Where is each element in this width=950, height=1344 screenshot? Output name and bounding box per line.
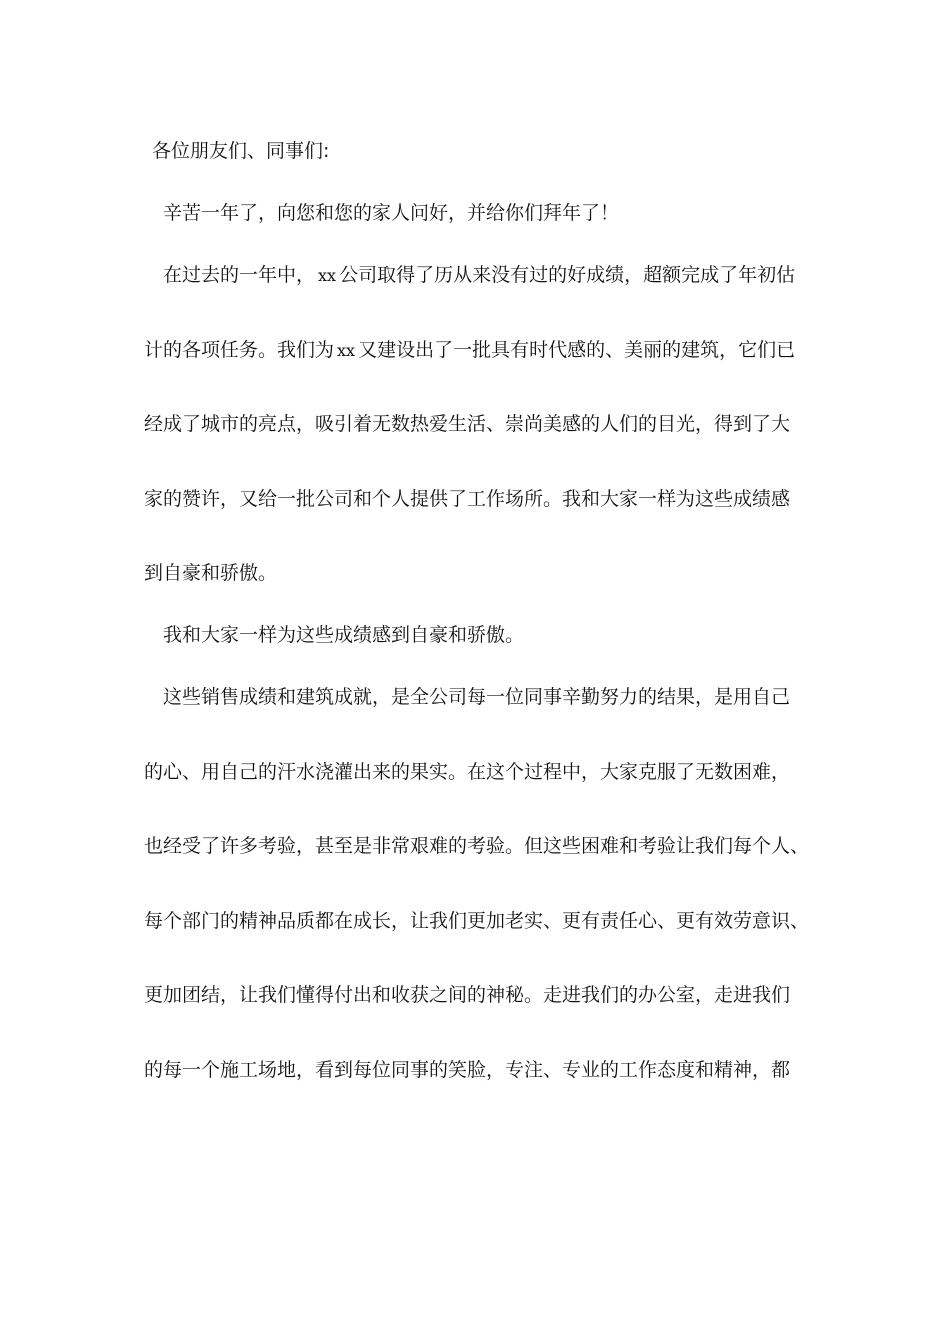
paragraph-4-line-5: 更加团结，让我们懂得付出和收获之间的神秘。走进我们的办公室，走进我们 bbox=[144, 984, 791, 1006]
paragraph-4-line-1: 这些销售成绩和建筑成就，是全公司每一位同事辛勤努力的结果，是用自己 bbox=[163, 686, 791, 708]
paragraph-2-line-2 bbox=[144, 337, 795, 363]
paragraph-2-line-5: 到自豪和骄傲。 bbox=[144, 562, 278, 584]
paragraph-4-line-3: 也经受了许多考验，甚至是非常艰难的考验。但这些困难和考验让我们每个人、 bbox=[144, 835, 810, 857]
text-segment: 公司取得了历从来没有过的好成绩，超额完成了年初估 bbox=[339, 264, 796, 286]
placeholder-xx: xx bbox=[318, 266, 337, 285]
greeting-line: 各位朋友们、同事们: bbox=[152, 140, 330, 162]
paragraph-4-line-4: 每个部门的精神品质都在成长，让我们更加老实、更有责任心、更有效劳意识、 bbox=[144, 910, 810, 932]
text-segment: 又建设出了一批具有时代感的、美丽的建筑，它们已 bbox=[358, 339, 796, 361]
text-segment: 计的各项任务。我们为 bbox=[144, 339, 335, 361]
paragraph-1-line-1: 辛苦一年了，向您和您的家人问好，并给你们拜年了！ bbox=[163, 202, 620, 224]
paragraph-4-line-2: 的心、用自己的汗水浇灌出来的果实。在这个过程中，大家克服了无数困难， bbox=[144, 761, 791, 783]
paragraph-2-line-4: 家的赞许，又给一批公司和个人提供了工作场所。我和大家一样为这些成绩感 bbox=[144, 488, 791, 510]
text-segment: 在过去的一年中， bbox=[163, 264, 316, 286]
paragraph-2-line-1 bbox=[163, 262, 795, 288]
paragraph-2-line-3: 经成了城市的亮点，吸引着无数热爱生活、崇尚美感的人们的目光，得到了大 bbox=[144, 413, 791, 435]
paragraph-4-line-6: 的每一个施工场地，看到每位同事的笑脸，专注、专业的工作态度和精神，都 bbox=[144, 1059, 791, 1081]
placeholder-xx: xx bbox=[337, 341, 356, 360]
paragraph-3-line-1: 我和大家一样为这些成绩感到自豪和骄傲。 bbox=[163, 624, 525, 646]
